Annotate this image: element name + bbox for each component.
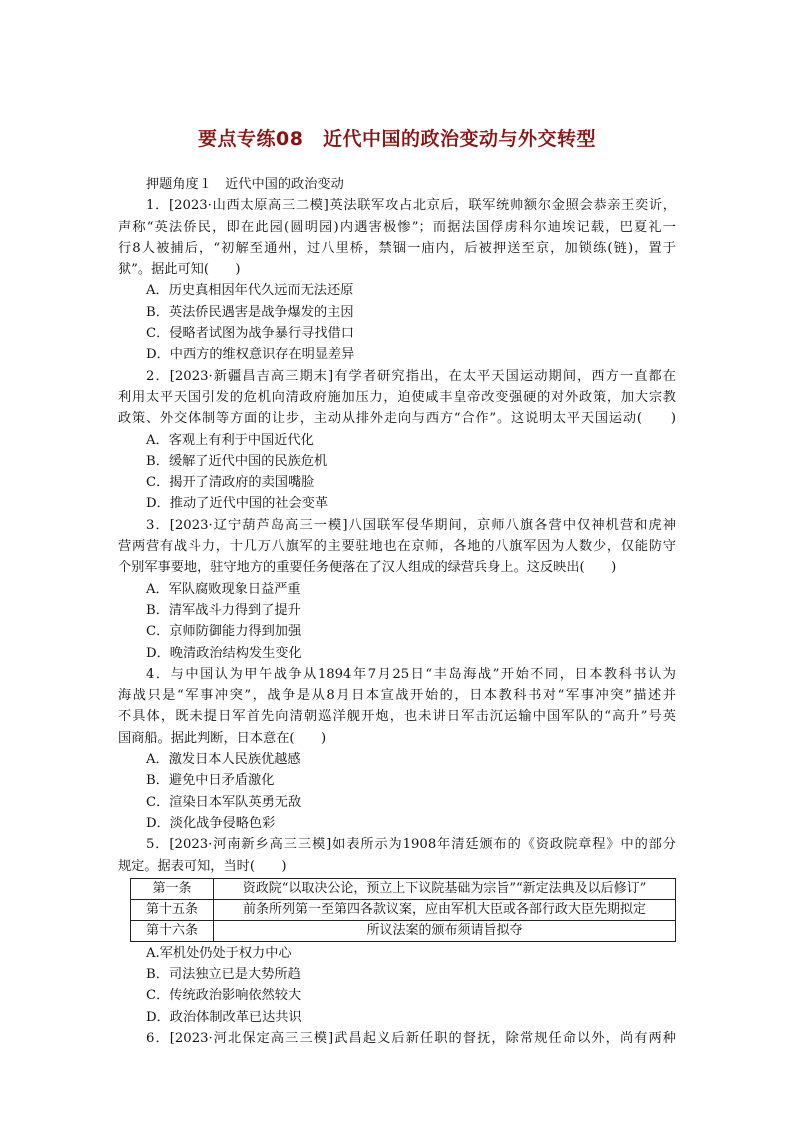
option-b: B．清军战斗力得到了提升 <box>146 602 301 618</box>
table-cell: 前条所列第一至第四各款议案，应由军机大臣或各部行政大臣先期拟定 <box>214 899 676 920</box>
page-title: 要点专练08 近代中国的政治变动与外交转型 <box>198 128 596 150</box>
option-d: D．政治体制改革已达共识 <box>146 1009 302 1025</box>
question-text-line: 利用太平天国引发的危机向清政府施加压力，迫使咸丰皇帝改变强硬的对外政策，加大宗教 <box>118 389 676 405</box>
question-4 <box>118 664 676 834</box>
regulation-table <box>130 878 676 942</box>
question-1 <box>118 195 676 365</box>
question-text-line: 5．[2023·河南新乡高三三模]如表所示为1908年清廷颁布的《资政院章程》中的部分 <box>146 837 676 853</box>
option-c: C．侵略者试图为战争暴行寻找借口 <box>146 326 354 342</box>
question-text-line: 行8人被捕后，“初解至通州，过八里桥，禁锢一庙内，后被押送至京，加锁练(链)，置于 <box>118 240 676 256</box>
document-body <box>118 174 676 1049</box>
question-text-line: 3．[2023·辽宁葫芦岛高三一模]八国联军侵华期间，京师八旗各营中仅神机营和虎神 <box>146 517 676 533</box>
option-c: C．传统政治影响依然较大 <box>146 988 302 1004</box>
option-c: C．京师防御能力得到加强 <box>146 624 302 640</box>
option-b: B．避免中日矛盾激化 <box>146 773 275 789</box>
question-5 <box>118 834 676 1028</box>
question-2 <box>118 366 676 515</box>
table-cell: 第十五条 <box>131 899 214 920</box>
question-text-line: 政策、外交体制等方面的让步，主动从排外走向与西方“合作”。这说明太平天国运动( ) <box>118 411 676 427</box>
option-a: A．历史真相因年代久远而无法还原 <box>146 283 354 299</box>
question-text-line: 4．与中国认为甲午战争从1894年7月25日“丰岛海战”开始不同，日本教科书认为 <box>146 666 676 682</box>
question-6 <box>118 1028 676 1049</box>
option-d: D．推动了近代中国的社会变革 <box>146 496 329 512</box>
table-row <box>131 878 676 899</box>
option-a: A.军机处仍处于权力中心 <box>146 945 292 961</box>
question-text-line: 声称“英法侨民，即在此园(圆明园)内遇害极惨”；而据法国俘虏科尔迪埃记载，巴夏礼一 <box>118 219 676 235</box>
question-text-line: 6．[2023·河北保定高三三模]武昌起义后新任职的督抚，除常规任命以外，尚有两种 <box>146 1030 676 1046</box>
option-d: D．中西方的维权意识存在明显差异 <box>146 347 355 363</box>
option-b: B．英法侨民遇害是战争爆发的主因 <box>146 304 354 320</box>
table-cell: 资政院“以取决公论，预立上下议院基础为宗旨”“新定法典及以后修订” <box>214 878 676 899</box>
table-row <box>131 899 676 920</box>
question-3 <box>118 515 676 664</box>
question-text-line: 营两营有战斗力，十几万八旗军的主要驻地也在京师，各地的八旗军因为人数少，仅能防守 <box>118 539 676 555</box>
option-c: C．揭开了清政府的卖国嘴脸 <box>146 475 315 491</box>
option-d: D．淡化战争侵略色彩 <box>146 815 276 831</box>
option-b: B．缓解了近代中国的民族危机 <box>146 453 328 469</box>
table-cell: 第一条 <box>131 878 214 899</box>
question-text-line: 规定。据表可知，当时( ) <box>118 858 287 874</box>
question-text-line: 个别军事要地，驻守地方的重要任务便落在了汉人组成的绿营兵身上。这反映出( ) <box>118 560 617 576</box>
option-a: A．客观上有利于中国近代化 <box>146 432 314 448</box>
section-heading: 押题角度１ 近代中国的政治变动 <box>146 177 344 192</box>
option-a: A．激发日本人民族优越感 <box>146 752 301 768</box>
question-text-line: 狱”。据此可知( ) <box>118 262 241 278</box>
question-text-line: 1．[2023·山西太原高三二模]英法联军攻占北京后，联军统帅额尔金照会恭亲王奕䜣， <box>146 198 676 214</box>
question-text-line: 海战只是“军事冲突”，战争是从8月日本宣战开始的，日本教科书对“军事冲突”描述并 <box>118 688 676 704</box>
table-cell: 所议法案的颁布须请旨拟夺 <box>214 920 676 941</box>
option-c: C．渲染日本军队英勇无敌 <box>146 794 302 810</box>
option-b: B．司法独立已是大势所趋 <box>146 967 301 983</box>
question-text-line: 不具体，既未提日军首先向清朝巡洋舰开炮，也未讲日军击沉运输中国军队的“高升”号英 <box>118 709 676 725</box>
question-text-line: 2．[2023·新疆昌吉高三期末]有学者研究指出，在太平天国运动期间，西方一直都在 <box>146 368 676 384</box>
option-a: A．军队腐败现象日益严重 <box>146 581 301 597</box>
table-cell: 第十六条 <box>131 920 214 941</box>
option-d: D．晚清政治结构发生变化 <box>146 645 302 661</box>
question-text-line: 国商船。据此判断，日本意在( ) <box>118 730 327 746</box>
table-row <box>131 920 676 941</box>
